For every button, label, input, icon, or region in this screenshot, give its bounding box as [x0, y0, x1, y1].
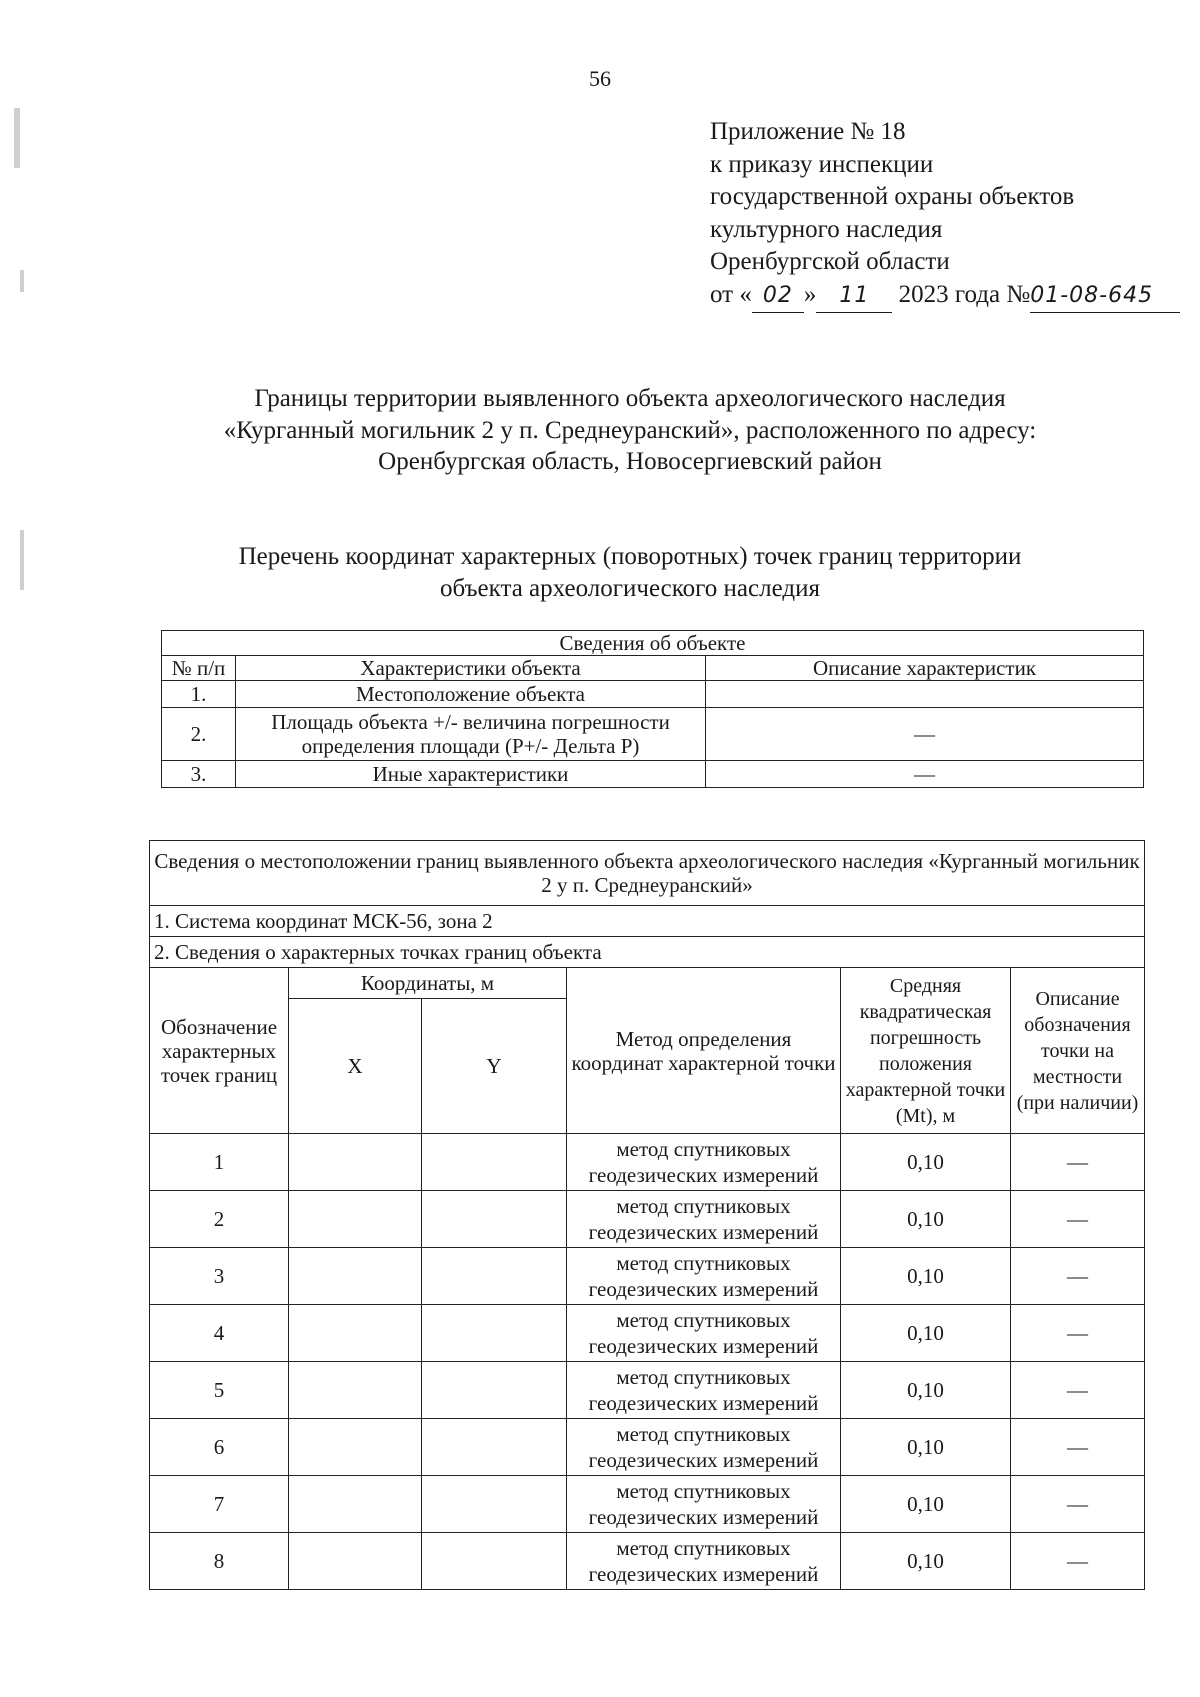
point-x [289, 1362, 422, 1419]
point-desc: — [1011, 1305, 1145, 1362]
point-x [289, 1476, 422, 1533]
point-y [422, 1191, 567, 1248]
point-y [422, 1419, 567, 1476]
point-id: 6 [150, 1419, 289, 1476]
point-id: 1 [150, 1134, 289, 1191]
row-name: Местоположение объекта [236, 681, 706, 708]
object-info-table [161, 630, 1144, 788]
point-desc: — [1011, 1191, 1145, 1248]
row-desc: — [706, 761, 1144, 788]
table-row [150, 1134, 1145, 1191]
point-desc: — [1011, 1362, 1145, 1419]
table-row [150, 1191, 1145, 1248]
table-row [162, 681, 1144, 708]
table-row [162, 708, 1144, 761]
title-line: «Курганный могильник 2 у п. Среднеуранский», расположенного по адресу: [223, 416, 1037, 444]
table-row [162, 761, 1144, 788]
scan-artifact [14, 108, 20, 168]
row-num: 3. [162, 761, 236, 788]
list-title-line: объекта археологического наследия [440, 574, 820, 602]
page-number: 56 [589, 66, 611, 91]
point-id: 8 [150, 1533, 289, 1590]
point-id: 7 [150, 1476, 289, 1533]
row-name: Площадь объекта +/- величина погрешности определения площади (Р+/- Дельта Р) [236, 708, 706, 761]
header-y: Y [422, 999, 567, 1134]
date-mid: » [803, 280, 817, 308]
scan-artifact [20, 270, 24, 292]
header-point-description: Описание обозначения точки на местности (при наличии) [1011, 968, 1145, 1134]
handwritten-order-number: 01-08-645 [1030, 280, 1180, 314]
point-id: 3 [150, 1248, 289, 1305]
appendix-line: государственной охраны объектов [710, 183, 1075, 210]
point-y [422, 1134, 567, 1191]
appendix-line: Оренбургской области [710, 248, 950, 275]
date-prefix: от « [710, 280, 752, 308]
table-row [150, 1362, 1145, 1419]
point-mt: 0,10 [841, 1362, 1011, 1419]
appendix-line: к приказу инспекции [710, 150, 934, 178]
point-mt: 0,10 [841, 1191, 1011, 1248]
point-x [289, 1305, 422, 1362]
point-method: метод спутниковых геодезических измерений [567, 1134, 841, 1191]
point-id: 4 [150, 1305, 289, 1362]
title-line: Оренбургская область, Новосергиевский район [378, 448, 882, 475]
header-method: Метод определения координат характерной точки [567, 968, 841, 1134]
point-x [289, 1134, 422, 1191]
points-section-header: 2. Сведения о характерных точках границ объекта [150, 937, 1145, 968]
point-desc: — [1011, 1134, 1145, 1191]
table-row [150, 1305, 1145, 1362]
appendix-line: культурного наследия [710, 215, 943, 243]
point-desc: — [1011, 1419, 1145, 1476]
appendix-header [710, 116, 1180, 313]
point-x [289, 1419, 422, 1476]
table-row [150, 1476, 1145, 1533]
point-y [422, 1533, 567, 1590]
row-desc [706, 681, 1144, 708]
point-x [289, 1191, 422, 1248]
point-desc: — [1011, 1533, 1145, 1590]
coordinate-system: 1. Система координат МСК-56, зона 2 [150, 906, 1145, 937]
table-row [150, 1248, 1145, 1305]
date-year: 2023 года № [898, 280, 1031, 308]
list-title-line: Перечень координат характерных (поворотных) точек границ территории [238, 543, 1022, 570]
appendix-date-line [710, 279, 1180, 314]
object-table-caption: Сведения об объекте [162, 631, 1144, 656]
table-row [150, 1419, 1145, 1476]
header-designation: Обозначение характерных точек границ [150, 968, 289, 1134]
point-method: метод спутниковых геодезических измерений [567, 1533, 841, 1590]
point-mt: 0,10 [841, 1476, 1011, 1533]
point-mt: 0,10 [841, 1533, 1011, 1590]
point-y [422, 1305, 567, 1362]
row-name: Иные характеристики [236, 761, 706, 788]
point-method: метод спутниковых геодезических измерений [567, 1191, 841, 1248]
title-line: Границы территории выявленного объекта археологического наследия [254, 385, 1006, 412]
point-method: метод спутниковых геодезических измерений [567, 1248, 841, 1305]
header-x: X [289, 999, 422, 1134]
point-mt: 0,10 [841, 1248, 1011, 1305]
point-y [422, 1248, 567, 1305]
location-table-caption: Сведения о местоположении границ выявленного объекта археологического наследия «Курганный могильник 2 у п. Среднеуранский» [150, 841, 1145, 906]
table-row [150, 1533, 1145, 1590]
handwritten-day: 02 [752, 280, 804, 314]
point-y [422, 1476, 567, 1533]
point-method: метод спутниковых геодезических измерений [567, 1362, 841, 1419]
point-y [422, 1362, 567, 1419]
document-title [130, 383, 1130, 478]
point-method: метод спутниковых геодезических измерений [567, 1419, 841, 1476]
header-characteristic: Характеристики объекта [236, 656, 706, 681]
boundary-points-table [149, 840, 1145, 1590]
point-id: 5 [150, 1362, 289, 1419]
scan-artifact [20, 530, 24, 590]
row-num: 1. [162, 681, 236, 708]
point-mt: 0,10 [841, 1419, 1011, 1476]
point-mt: 0,10 [841, 1305, 1011, 1362]
appendix-line: Приложение № 18 [710, 118, 906, 145]
point-desc: — [1011, 1476, 1145, 1533]
header-coordinates: Координаты, м [289, 968, 567, 999]
list-title [130, 541, 1130, 604]
row-num: 2. [162, 708, 236, 761]
handwritten-month: 11 [816, 280, 892, 314]
point-desc: — [1011, 1248, 1145, 1305]
header-num: № п/п [162, 656, 236, 681]
point-method: метод спутниковых геодезических измерений [567, 1305, 841, 1362]
header-mean-error: Средняя квадратическая погрешность положения характерной точки (Mt), м [841, 968, 1011, 1134]
point-mt: 0,10 [841, 1134, 1011, 1191]
header-description: Описание характеристик [706, 656, 1144, 681]
point-x [289, 1533, 422, 1590]
point-x [289, 1248, 422, 1305]
point-id: 2 [150, 1191, 289, 1248]
point-method: метод спутниковых геодезических измерений [567, 1476, 841, 1533]
row-desc: — [706, 708, 1144, 761]
